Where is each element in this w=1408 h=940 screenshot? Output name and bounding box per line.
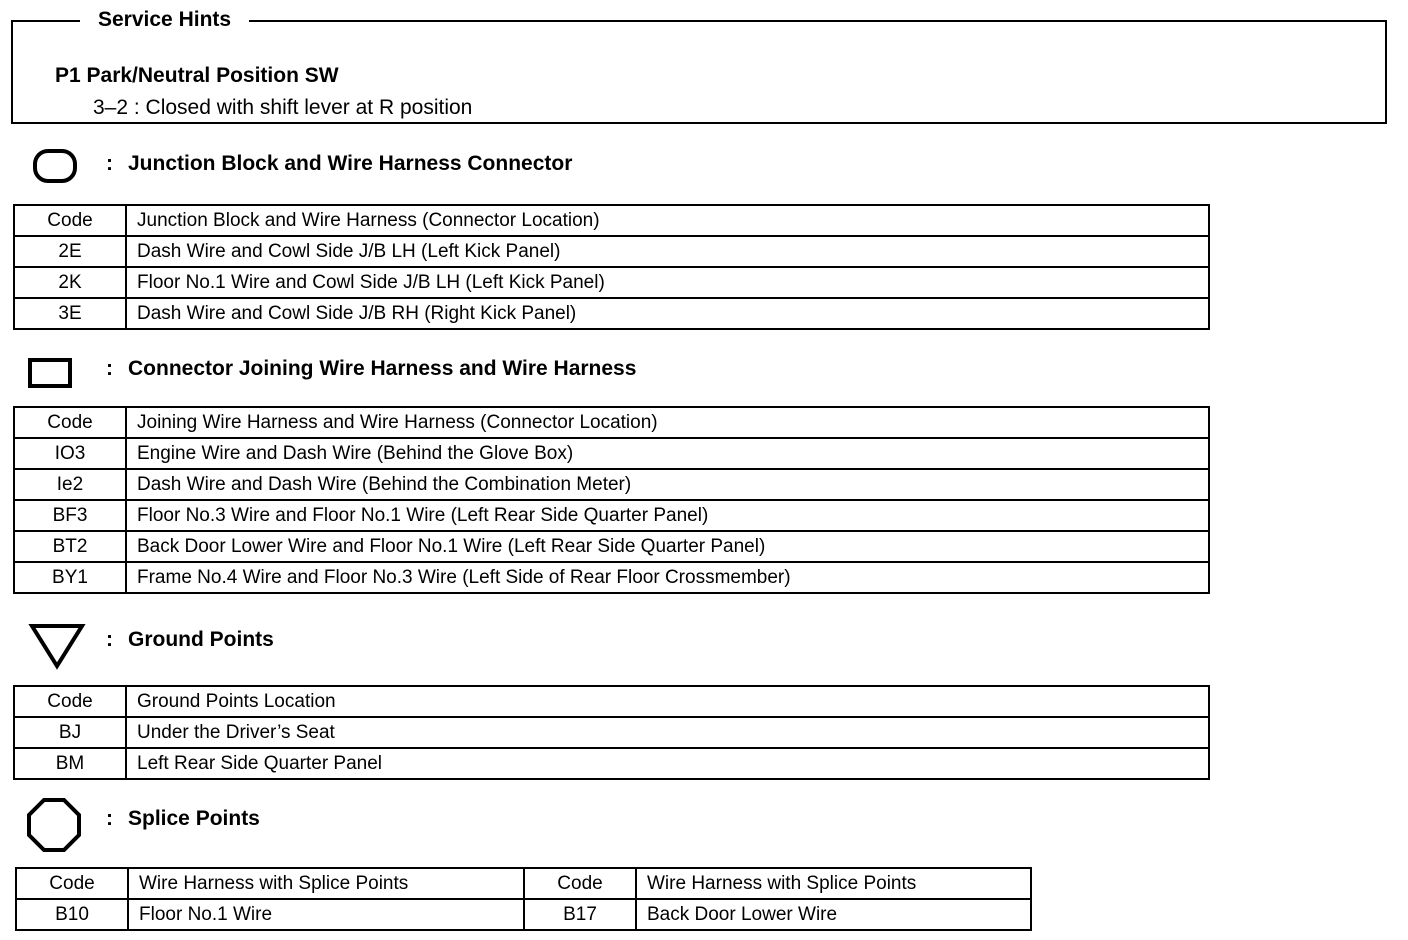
row-description: Under the Driver’s Seat	[126, 717, 1209, 748]
header-description: Wire Harness with Splice Points	[636, 868, 1031, 899]
table-row	[14, 717, 1209, 748]
table-header-row	[14, 686, 1209, 717]
table-row	[14, 438, 1209, 469]
row-code: BJ	[14, 717, 126, 748]
table-row	[14, 748, 1209, 779]
table-row	[14, 236, 1209, 267]
section-colon: :	[106, 357, 113, 380]
service-hint-heading: P1 Park/Neutral Position SW	[55, 64, 339, 87]
rounded-rectangle-icon	[32, 148, 78, 184]
header-code: Code	[14, 205, 126, 236]
section-colon: :	[106, 152, 113, 175]
row-description: Floor No.1 Wire and Cowl Side J/B LH (Left Kick Panel)	[126, 267, 1209, 298]
row-description: Back Door Lower Wire and Floor No.1 Wire (Left Rear Side Quarter Panel)	[126, 531, 1209, 562]
service-hint-detail: 3–2 : Closed with shift lever at R position	[93, 96, 473, 119]
row-code: BF3	[14, 500, 126, 531]
row-description: Dash Wire and Dash Wire (Behind the Combination Meter)	[126, 469, 1209, 500]
splice-table	[15, 867, 1032, 931]
table-row	[14, 469, 1209, 500]
table-row	[14, 562, 1209, 593]
row-code: Ie2	[14, 469, 126, 500]
triangle-down-icon	[28, 622, 86, 670]
table-row	[14, 267, 1209, 298]
row-code: BT2	[14, 531, 126, 562]
row-code: IO3	[14, 438, 126, 469]
row-description: Frame No.4 Wire and Floor No.3 Wire (Left Side of Rear Floor Crossmember)	[126, 562, 1209, 593]
row-description: Engine Wire and Dash Wire (Behind the Glove Box)	[126, 438, 1209, 469]
row-code: 2K	[14, 267, 126, 298]
table-header-row	[14, 407, 1209, 438]
section-title-text: Splice Points	[128, 807, 260, 830]
row-code: BM	[14, 748, 126, 779]
junction-table	[13, 204, 1210, 330]
table-row	[14, 531, 1209, 562]
header-description: Joining Wire Harness and Wire Harness (Connector Location)	[126, 407, 1209, 438]
table-header-row	[14, 205, 1209, 236]
section-colon: :	[106, 807, 113, 830]
row-code: B17	[524, 899, 636, 930]
row-code: B10	[16, 899, 128, 930]
row-description: Dash Wire and Cowl Side J/B LH (Left Kick Panel)	[126, 236, 1209, 267]
section-title-text: Connector Joining Wire Harness and Wire Harness	[128, 357, 637, 380]
row-description: Left Rear Side Quarter Panel	[126, 748, 1209, 779]
row-code: BY1	[14, 562, 126, 593]
rectangle-icon	[28, 358, 74, 390]
header-code: Code	[16, 868, 128, 899]
header-description: Wire Harness with Splice Points	[128, 868, 524, 899]
row-description: Dash Wire and Cowl Side J/B RH (Right Kick Panel)	[126, 298, 1209, 329]
octagon-icon	[26, 797, 82, 853]
section-title-text: Ground Points	[128, 628, 274, 651]
section-title-splice	[106, 807, 260, 831]
row-code: 3E	[14, 298, 126, 329]
header-description: Ground Points Location	[126, 686, 1209, 717]
table-row	[14, 500, 1209, 531]
header-code: Code	[524, 868, 636, 899]
table-row	[14, 298, 1209, 329]
section-title-connector	[106, 357, 636, 381]
service-hints-box	[11, 20, 1387, 124]
row-code: 2E	[14, 236, 126, 267]
row-description: Floor No.3 Wire and Floor No.1 Wire (Left Rear Side Quarter Panel)	[126, 500, 1209, 531]
table-row	[16, 899, 1031, 930]
service-hints-legend: Service Hints	[80, 6, 249, 34]
header-code: Code	[14, 407, 126, 438]
header-code: Code	[14, 686, 126, 717]
row-description: Floor No.1 Wire	[128, 899, 524, 930]
row-description: Back Door Lower Wire	[636, 899, 1031, 930]
connector-table	[13, 406, 1210, 594]
section-title-text: Junction Block and Wire Harness Connector	[128, 152, 573, 175]
table-header-row	[16, 868, 1031, 899]
section-title-ground	[106, 628, 274, 652]
section-colon: :	[106, 628, 113, 651]
ground-table	[13, 685, 1210, 780]
header-description: Junction Block and Wire Harness (Connector Location)	[126, 205, 1209, 236]
section-title-junction	[106, 152, 572, 176]
